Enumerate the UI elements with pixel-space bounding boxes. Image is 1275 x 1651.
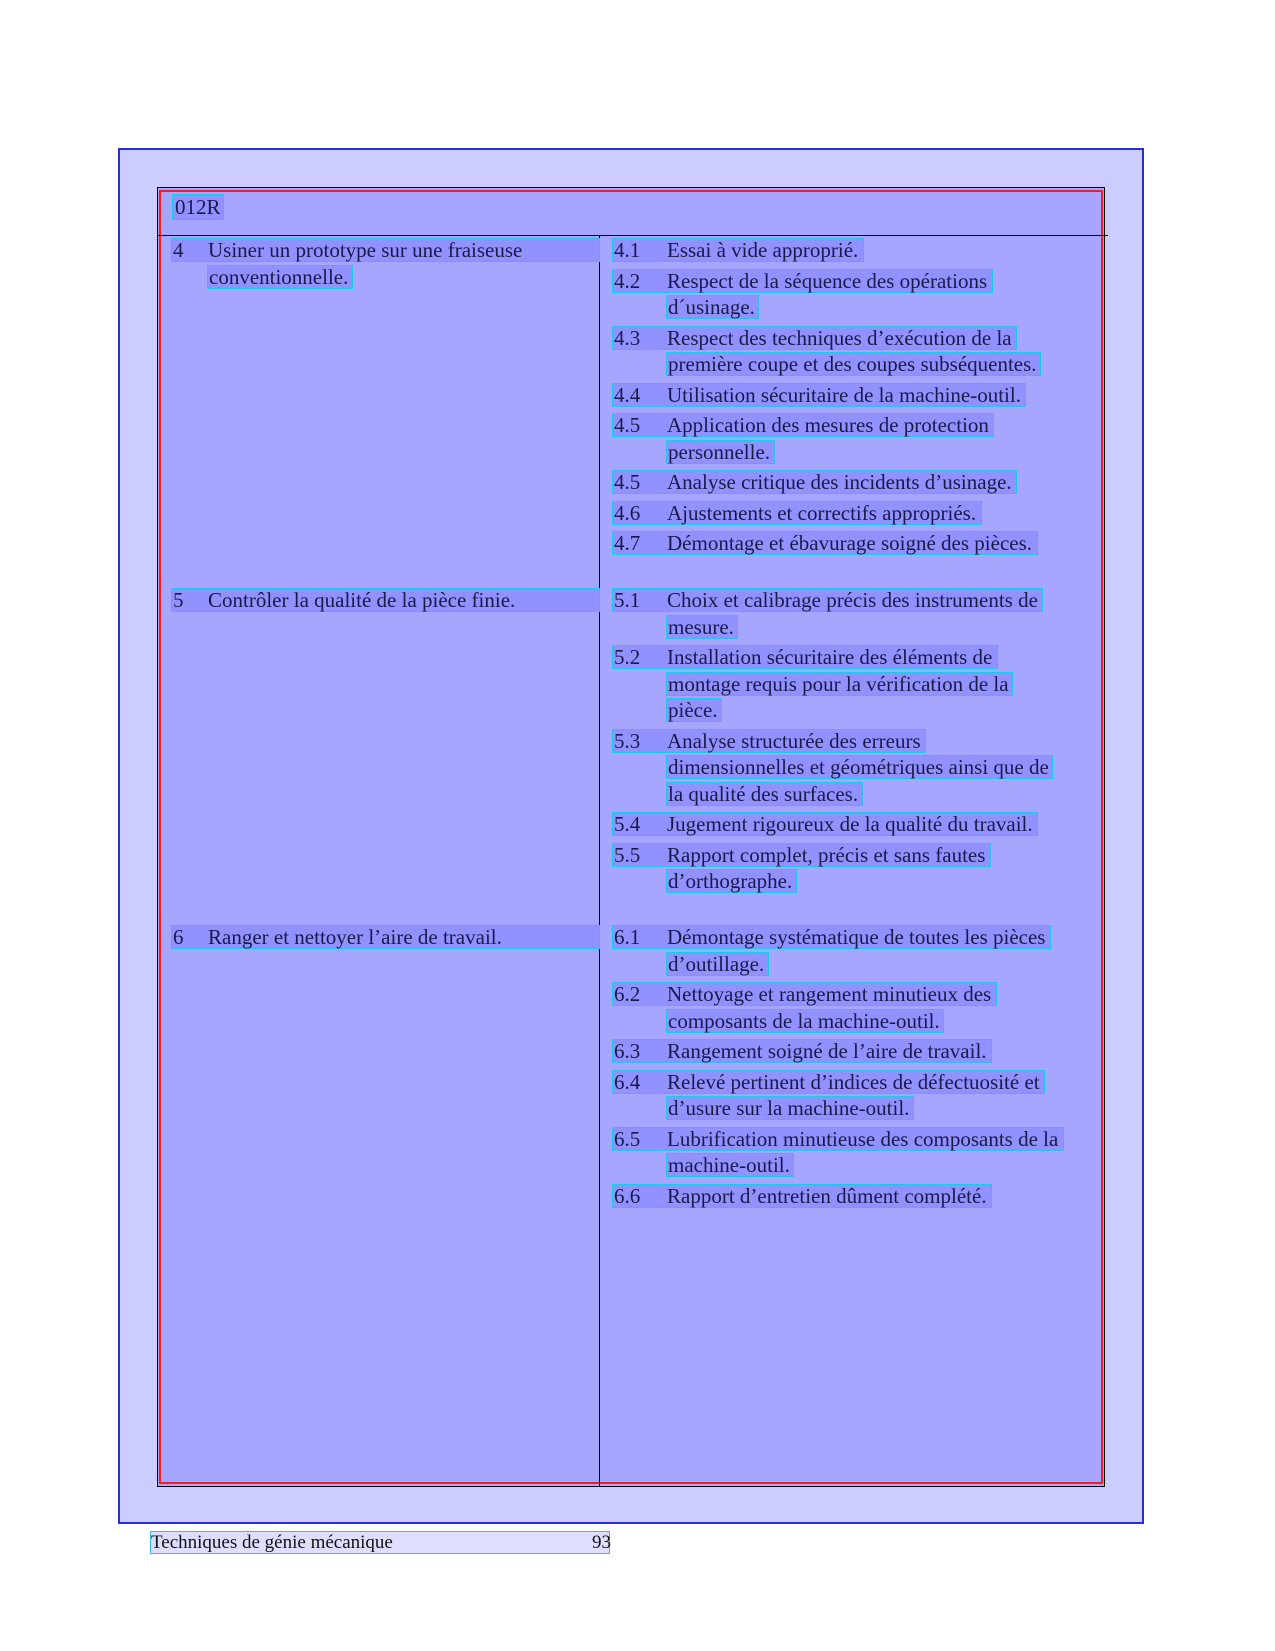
criterion-number: 4.5	[614, 470, 641, 494]
footer-title: Techniques de génie mécanique	[151, 1532, 393, 1553]
criterion-number: 6.4	[614, 1069, 641, 1094]
criterion-text-line: Lubrification minutieuse des composants de la	[667, 1126, 1059, 1151]
criterion-number: 6.5	[614, 1126, 641, 1151]
criterion-number: 4.2	[614, 268, 641, 293]
criterion-number: 5.3	[614, 728, 641, 753]
criterion-text-line: Jugement rigoureux de la qualité du travail.	[667, 812, 1033, 836]
criterion-text-line: Démontage et ébavurage soigné des pièces.	[667, 531, 1033, 555]
section-number: 4	[173, 238, 184, 262]
criterion-text-line: Respect des techniques d’exécution de la	[667, 325, 1012, 350]
document-code: 012R	[172, 194, 224, 220]
section-title-line: conventionnelle.	[207, 265, 353, 289]
criterion-text-line: d´usinage.	[666, 295, 759, 319]
criterion-number: 4.4	[614, 382, 641, 407]
section-heading	[171, 238, 600, 262]
criterion-text-line: d’outillage.	[666, 952, 769, 976]
criterion-text-line: composants de la machine-outil.	[666, 1009, 944, 1033]
criterion-text-line: Rapport d’entretien dûment complété.	[667, 1183, 987, 1208]
criterion-text-line: Rapport complet, précis et sans fautes	[667, 842, 986, 867]
criterion-text-line: machine-outil.	[666, 1153, 794, 1177]
section-number: 6	[173, 925, 184, 949]
page-footer	[150, 1531, 610, 1554]
criterion-text-line: personnelle.	[666, 440, 775, 464]
criterion-row	[612, 413, 994, 437]
criterion-row	[612, 982, 997, 1006]
criterion-text-line: Nettoyage et rangement minutieux des	[667, 982, 992, 1006]
criterion-text-line: Utilisation sécuritaire de la machine-outil.	[667, 382, 1021, 407]
criterion-text-line: première coupe et des coupes subséquentes.	[666, 352, 1041, 376]
criterion-number: 5.4	[614, 812, 641, 836]
criterion-number: 6.1	[614, 925, 641, 949]
criterion-text-line: Application des mesures de protection	[667, 413, 989, 437]
criterion-row	[612, 843, 991, 867]
criterion-number: 4.6	[614, 500, 641, 525]
criterion-row	[612, 269, 993, 293]
criterion-row	[612, 501, 982, 525]
table-header-rule	[157, 235, 1108, 236]
criterion-text-line: pièce.	[666, 698, 722, 722]
criterion-number: 6.2	[614, 982, 641, 1006]
criterion-row	[612, 729, 926, 753]
criterion-row	[612, 812, 1038, 836]
criterion-number: 5.1	[614, 588, 641, 612]
criterion-text-line: montage requis pour la vérification de la	[666, 672, 1013, 696]
criterion-number: 4.3	[614, 325, 641, 350]
section-title-line: Contrôler la qualité de la pièce finie.	[208, 588, 516, 612]
criterion-number: 6.3	[614, 1039, 641, 1063]
criterion-number: 4.1	[614, 238, 641, 262]
criterion-text-line: la qualité des surfaces.	[666, 782, 863, 806]
page-number: 93	[592, 1532, 611, 1553]
criterion-row	[612, 645, 998, 669]
criterion-text-line: Essai à vide approprié.	[667, 238, 859, 262]
criterion-text-line: mesure.	[666, 615, 738, 639]
section-title-line: Ranger et nettoyer l’aire de travail.	[208, 925, 502, 949]
criterion-text-line: Rangement soigné de l’aire de travail.	[667, 1039, 987, 1063]
criterion-row	[612, 531, 1038, 555]
criterion-number: 5.2	[614, 645, 641, 669]
criterion-row	[612, 1039, 992, 1063]
criterion-number: 6.6	[614, 1183, 641, 1208]
criterion-row	[612, 238, 864, 262]
criterion-text-line: Démontage systématique de toutes les pièces	[667, 925, 1046, 949]
criterion-row	[612, 1127, 1064, 1151]
criterion-text-line: d’usure sur la machine-outil.	[666, 1096, 914, 1120]
criterion-number: 4.7	[614, 531, 641, 555]
criterion-row	[612, 1070, 1045, 1094]
criterion-row	[612, 925, 1051, 949]
criterion-number: 5.5	[614, 842, 641, 867]
section-title-line: Usiner un prototype sur une fraiseuse	[208, 238, 523, 262]
criterion-row	[612, 1184, 992, 1208]
criterion-text-line: Ajustements et correctifs appropriés.	[667, 500, 977, 525]
criterion-row	[612, 470, 1017, 494]
criterion-row	[612, 588, 1043, 612]
section-heading	[171, 588, 600, 612]
section-number: 5	[173, 588, 184, 612]
criterion-number: 4.5	[614, 413, 641, 437]
criterion-text-line: Respect de la séquence des opérations	[667, 268, 988, 293]
column-divider	[599, 235, 600, 1487]
criterion-text-line: Relevé pertinent d’indices de défectuosité et	[667, 1069, 1040, 1094]
criterion-text-line: Analyse critique des incidents d’usinage.	[667, 470, 1012, 494]
criterion-text-line: d’orthographe.	[666, 869, 797, 893]
criterion-row	[612, 383, 1026, 407]
criterion-text-line: dimensionnelles et géométriques ainsi que de	[666, 755, 1053, 779]
criterion-text-line: Installation sécuritaire des éléments de	[667, 645, 993, 669]
criterion-text-line: Analyse structurée des erreurs	[667, 728, 921, 753]
criterion-row	[612, 326, 1017, 350]
section-heading	[171, 925, 600, 949]
criterion-text-line: Choix et calibrage précis des instruments de	[667, 588, 1038, 612]
